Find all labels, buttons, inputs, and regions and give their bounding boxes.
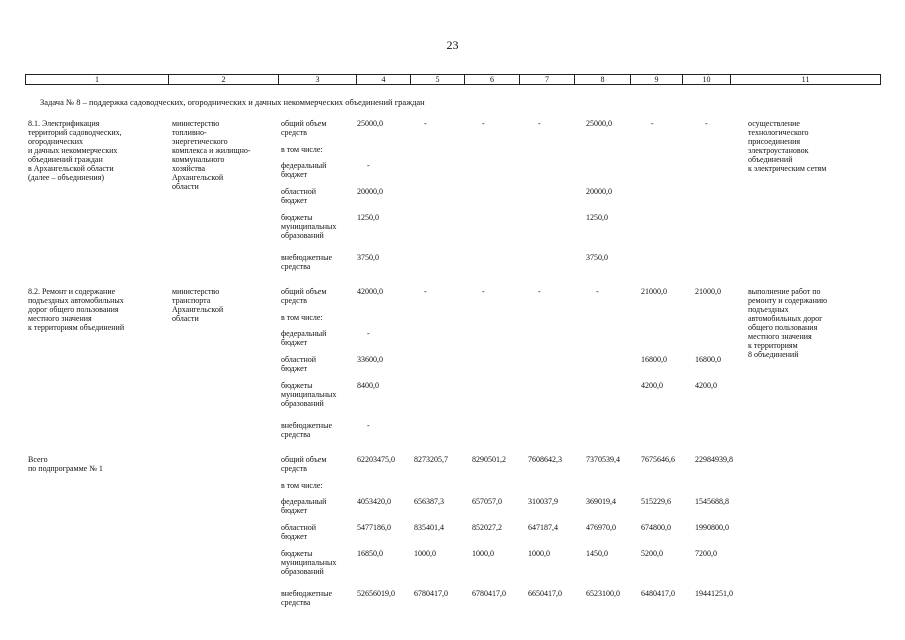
funding-source-label: общий объем средств: [281, 455, 327, 473]
funding-value: 16850,0: [357, 549, 383, 558]
funding-value: 647187,4: [528, 523, 558, 532]
measure-name: 8.2. Ремонт и содержание подъездных автомобильных дорог общего пользования местного значения к территориям объединений: [28, 287, 125, 332]
funding-value: -: [538, 287, 541, 296]
funding-source-label: федеральный бюджет: [281, 497, 327, 515]
funding-source-label: в том числе:: [281, 313, 323, 322]
expected-result: осуществление технологического присоединения электроустановок объединений к электрическим сетям: [748, 119, 827, 173]
funding-value: 19441251,0: [695, 589, 733, 598]
funding-value: 5200,0: [641, 549, 663, 558]
funding-value: 1250,0: [357, 213, 379, 222]
funding-value: 20000,0: [357, 187, 383, 196]
measure-name: 8.1. Электрификация территорий садоводческих, огороднических и дачных некоммерческих объединений граждан в Архангельской области (далее – объединения): [28, 119, 122, 182]
funding-value: 369019,4: [586, 497, 616, 506]
funding-value: 62203475,0: [357, 455, 395, 464]
funding-value: 25000,0: [357, 119, 383, 128]
funding-value: -: [482, 287, 485, 296]
funding-value: -: [367, 329, 370, 338]
funding-source-label: в том числе:: [281, 481, 323, 490]
funding-source-label: внебюджетные средства: [281, 253, 332, 271]
funding-value: 476970,0: [586, 523, 616, 532]
funding-value: 21000,0: [695, 287, 721, 296]
header-col-5: 5: [411, 75, 465, 84]
executor-name: министерство топливно- энергетического комплекса и жилищно- коммунального хозяйства Архангельской области: [172, 119, 251, 191]
funding-value: 6780417,0: [472, 589, 506, 598]
funding-value: 5477186,0: [357, 523, 391, 532]
column-number-header: [25, 74, 881, 85]
funding-value: 7200,0: [695, 549, 717, 558]
funding-value: 310037,9: [528, 497, 558, 506]
funding-source-label: бюджеты муниципальных образований: [281, 549, 337, 576]
funding-value: 1000,0: [414, 549, 436, 558]
funding-value: 1000,0: [472, 549, 494, 558]
funding-value: -: [367, 421, 370, 430]
executor-name: министерство транспорта Архангельской области: [172, 287, 224, 323]
header-col-8: 8: [575, 75, 631, 84]
expected-result: выполнение работ по ремонту и содержанию подъездных автомобильных дорог общего пользования местного значения к территориям 8 объединений: [748, 287, 828, 359]
funding-value: 852027,2: [472, 523, 502, 532]
funding-source-label: областной бюджет: [281, 187, 317, 205]
funding-value: 7675646,6: [641, 455, 675, 464]
funding-value: 1545688,8: [695, 497, 729, 506]
funding-source-label: бюджеты муниципальных образований: [281, 213, 337, 240]
funding-value: 8400,0: [357, 381, 379, 390]
funding-source-label: внебюджетные средства: [281, 589, 332, 607]
funding-value: 8273205,7: [414, 455, 448, 464]
funding-value: 674800,0: [641, 523, 671, 532]
funding-value: 20000,0: [586, 187, 612, 196]
funding-value: 16800,0: [695, 355, 721, 364]
funding-value: -: [367, 161, 370, 170]
funding-value: -: [705, 119, 708, 128]
funding-value: 6523100,0: [586, 589, 620, 598]
funding-value: 657057,0: [472, 497, 502, 506]
funding-source-label: областной бюджет: [281, 355, 317, 373]
funding-value: -: [651, 119, 654, 128]
funding-value: 4200,0: [695, 381, 717, 390]
funding-value: 4200,0: [641, 381, 663, 390]
funding-value: 52656019,0: [357, 589, 395, 598]
funding-source-label: федеральный бюджет: [281, 329, 327, 347]
funding-value: 22984939,8: [695, 455, 733, 464]
funding-source-label: в том числе:: [281, 145, 323, 154]
funding-value: 4053420,0: [357, 497, 391, 506]
funding-source-label: бюджеты муниципальных образований: [281, 381, 337, 408]
header-col-6: 6: [465, 75, 520, 84]
funding-value: 25000,0: [586, 119, 612, 128]
measure-name: Всего по подпрограмме № 1: [28, 455, 103, 473]
funding-value: 3750,0: [357, 253, 379, 262]
funding-source-label: общий объем средств: [281, 119, 327, 137]
funding-value: 3750,0: [586, 253, 608, 262]
funding-value: 6780417,0: [414, 589, 448, 598]
header-col-7: 7: [520, 75, 575, 84]
funding-value: -: [538, 119, 541, 128]
funding-value: 1250,0: [586, 213, 608, 222]
funding-source-label: внебюджетные средства: [281, 421, 332, 439]
funding-value: 1000,0: [528, 549, 550, 558]
header-col-10: 10: [683, 75, 731, 84]
funding-value: 7608642,3: [528, 455, 562, 464]
page-number: 23: [446, 38, 459, 52]
funding-value: 1990800,0: [695, 523, 729, 532]
header-col-2: 2: [169, 75, 279, 84]
header-col-1: 1: [26, 75, 169, 84]
header-col-11: 11: [801, 75, 810, 84]
funding-value: -: [424, 287, 427, 296]
funding-value: 6480417,0: [641, 589, 675, 598]
header-col-9: 9: [631, 75, 683, 84]
funding-value: -: [424, 119, 427, 128]
funding-value: 1450,0: [586, 549, 608, 558]
funding-value: 6650417,0: [528, 589, 562, 598]
funding-value: 16800,0: [641, 355, 667, 364]
funding-value: 21000,0: [641, 287, 667, 296]
funding-value: -: [482, 119, 485, 128]
funding-value: 33600,0: [357, 355, 383, 364]
funding-source-label: общий объем средств: [281, 287, 327, 305]
funding-value: 7370539,4: [586, 455, 620, 464]
funding-value: -: [596, 287, 599, 296]
funding-value: 42000,0: [357, 287, 383, 296]
task-title: Задача № 8 – поддержка садоводческих, огороднических и дачных некоммерческих объединений граждан: [40, 97, 425, 107]
funding-value: 835401,4: [414, 523, 444, 532]
funding-value: 656387,3: [414, 497, 444, 506]
funding-source-label: областной бюджет: [281, 523, 317, 541]
funding-value: 515229,6: [641, 497, 671, 506]
header-col-4: 4: [357, 75, 411, 84]
funding-value: 8290501,2: [472, 455, 506, 464]
funding-source-label: федеральный бюджет: [281, 161, 327, 179]
header-col-3: 3: [279, 75, 357, 84]
